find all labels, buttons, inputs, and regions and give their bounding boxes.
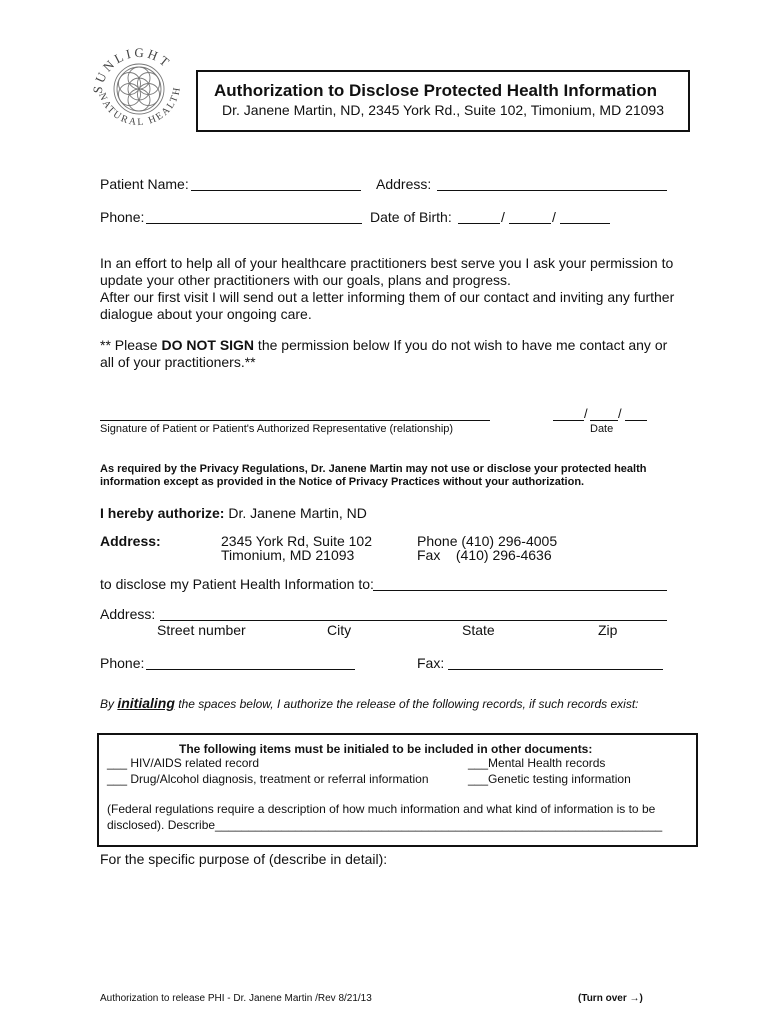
initialing-pre: By xyxy=(100,697,118,711)
notice-pre: ** Please xyxy=(100,337,162,353)
authorize-phone: Phone (410) 296-4005 xyxy=(417,533,558,549)
authorize-doctor: Dr. Janene Martin, ND xyxy=(228,505,367,521)
date-label: Date xyxy=(590,423,614,435)
notice-line xyxy=(100,337,667,353)
city-label: City xyxy=(327,622,352,638)
disclose-fax-field[interactable] xyxy=(448,669,663,670)
state-label: State xyxy=(462,622,495,638)
disclose-address-label: Address: xyxy=(100,606,156,622)
patient-name-field[interactable] xyxy=(191,190,361,191)
disclose-phone-label: Phone: xyxy=(100,655,145,671)
intro-line: In an effort to help all of your healthcare practitioners best serve you I ask your permission to xyxy=(100,255,674,271)
logo-text-bottom: NATURAL HEALTH xyxy=(96,85,184,129)
page-title: Authorization to Disclose Protected Health Information xyxy=(214,81,657,100)
notice-bold: DO NOT SIGN xyxy=(161,337,255,353)
hiv-item[interactable]: ___ HIV/AIDS related record xyxy=(107,756,260,770)
federal-line: (Federal regulations require a description of how much information and what kind of information is to be xyxy=(107,802,656,816)
authorize-address-line2: Timonium, MD 21093 xyxy=(221,547,355,563)
notice-line2: all of your practitioners.** xyxy=(100,354,256,370)
disclose-to-field[interactable] xyxy=(373,590,667,591)
dob-day-field[interactable] xyxy=(509,223,551,224)
logo-text-top: SUNLIGHT xyxy=(89,44,175,95)
items-heading: The following items must be initialed to be included in other documents: xyxy=(179,742,593,756)
logo xyxy=(84,34,194,144)
patient-name-label: Patient Name: xyxy=(100,176,189,192)
intro-line: update your other practitioners with our goals, plans and progress. xyxy=(100,272,511,288)
phone-field[interactable] xyxy=(146,223,362,224)
notice-post: the permission below If you do not wish to have me contact any or xyxy=(254,337,668,353)
genetic-item[interactable]: ___Genetic testing information xyxy=(468,772,631,786)
authorize-address-line1: 2345 York Rd, Suite 102 xyxy=(221,533,373,549)
turn-over-label: (Turn over →) xyxy=(578,993,643,1004)
disclose-fax-label: Fax: xyxy=(417,655,445,671)
signature-date-month[interactable] xyxy=(553,420,584,421)
title-box xyxy=(196,70,690,132)
privacy-line: information except as provided in the Notice of Privacy Practices without your authorization. xyxy=(100,476,585,488)
authorize-address-label: Address: xyxy=(100,533,161,549)
zip-label: Zip xyxy=(598,622,618,638)
purpose-label: For the specific purpose of (describe in detail): xyxy=(100,851,388,867)
phone-label: Phone: xyxy=(100,209,145,225)
signature-field[interactable] xyxy=(100,420,490,421)
initialing-word: initialing xyxy=(117,695,175,711)
initialing-sentence xyxy=(100,695,638,711)
intro-line: After our first visit I will send out a letter informing them of our contact and inviting any further xyxy=(100,289,675,305)
footer-left: Authorization to release PHI - Dr. Janene Martin /Rev 8/21/13 xyxy=(100,993,372,1004)
disclose-phone-field[interactable] xyxy=(146,669,355,670)
dob-month-field[interactable] xyxy=(458,223,500,224)
address-label: Address: xyxy=(376,176,432,192)
mental-item[interactable]: ___Mental Health records xyxy=(468,756,606,770)
intro-line: dialogue about your ongoing care. xyxy=(100,306,312,322)
dob-separator: / xyxy=(552,209,556,225)
dob-label: Date of Birth: xyxy=(370,209,452,225)
drug-item[interactable]: ___ Drug/Alcohol diagnosis, treatment or referral information xyxy=(107,772,429,786)
signature-date-year[interactable] xyxy=(625,420,647,421)
dob-separator: / xyxy=(501,209,505,225)
logo-mandala-icon xyxy=(84,34,194,144)
dob-year-field[interactable] xyxy=(560,223,610,224)
date-separator: / xyxy=(584,406,588,421)
address-field[interactable] xyxy=(437,190,667,191)
initialing-post: the spaces below, I authorize the release of the following records, if such records exist: xyxy=(174,697,639,711)
authorize-fax: Fax (410) 296-4636 xyxy=(417,547,552,563)
authorize-line xyxy=(100,505,367,521)
disclose-address-field[interactable] xyxy=(160,620,667,621)
page-subtitle: Dr. Janene Martin, ND, 2345 York Rd., Suite 102, Timonium, MD 21093 xyxy=(222,102,665,118)
privacy-line: As required by the Privacy Regulations, Dr. Janene Martin may not use or disclose your protected health xyxy=(100,463,647,475)
authorize-label: I hereby authorize: xyxy=(100,505,225,521)
signature-label: Signature of Patient or Patient's Authorized Representative (relationship) xyxy=(100,423,454,435)
date-separator: / xyxy=(618,406,622,421)
disclose-to-label: to disclose my Patient Health Information to: xyxy=(100,576,374,592)
federal-describe-field[interactable]: disclosed). Describe___________________________________________________________________ xyxy=(107,818,663,832)
street-label: Street number xyxy=(157,622,246,638)
signature-date-day[interactable] xyxy=(590,420,618,421)
